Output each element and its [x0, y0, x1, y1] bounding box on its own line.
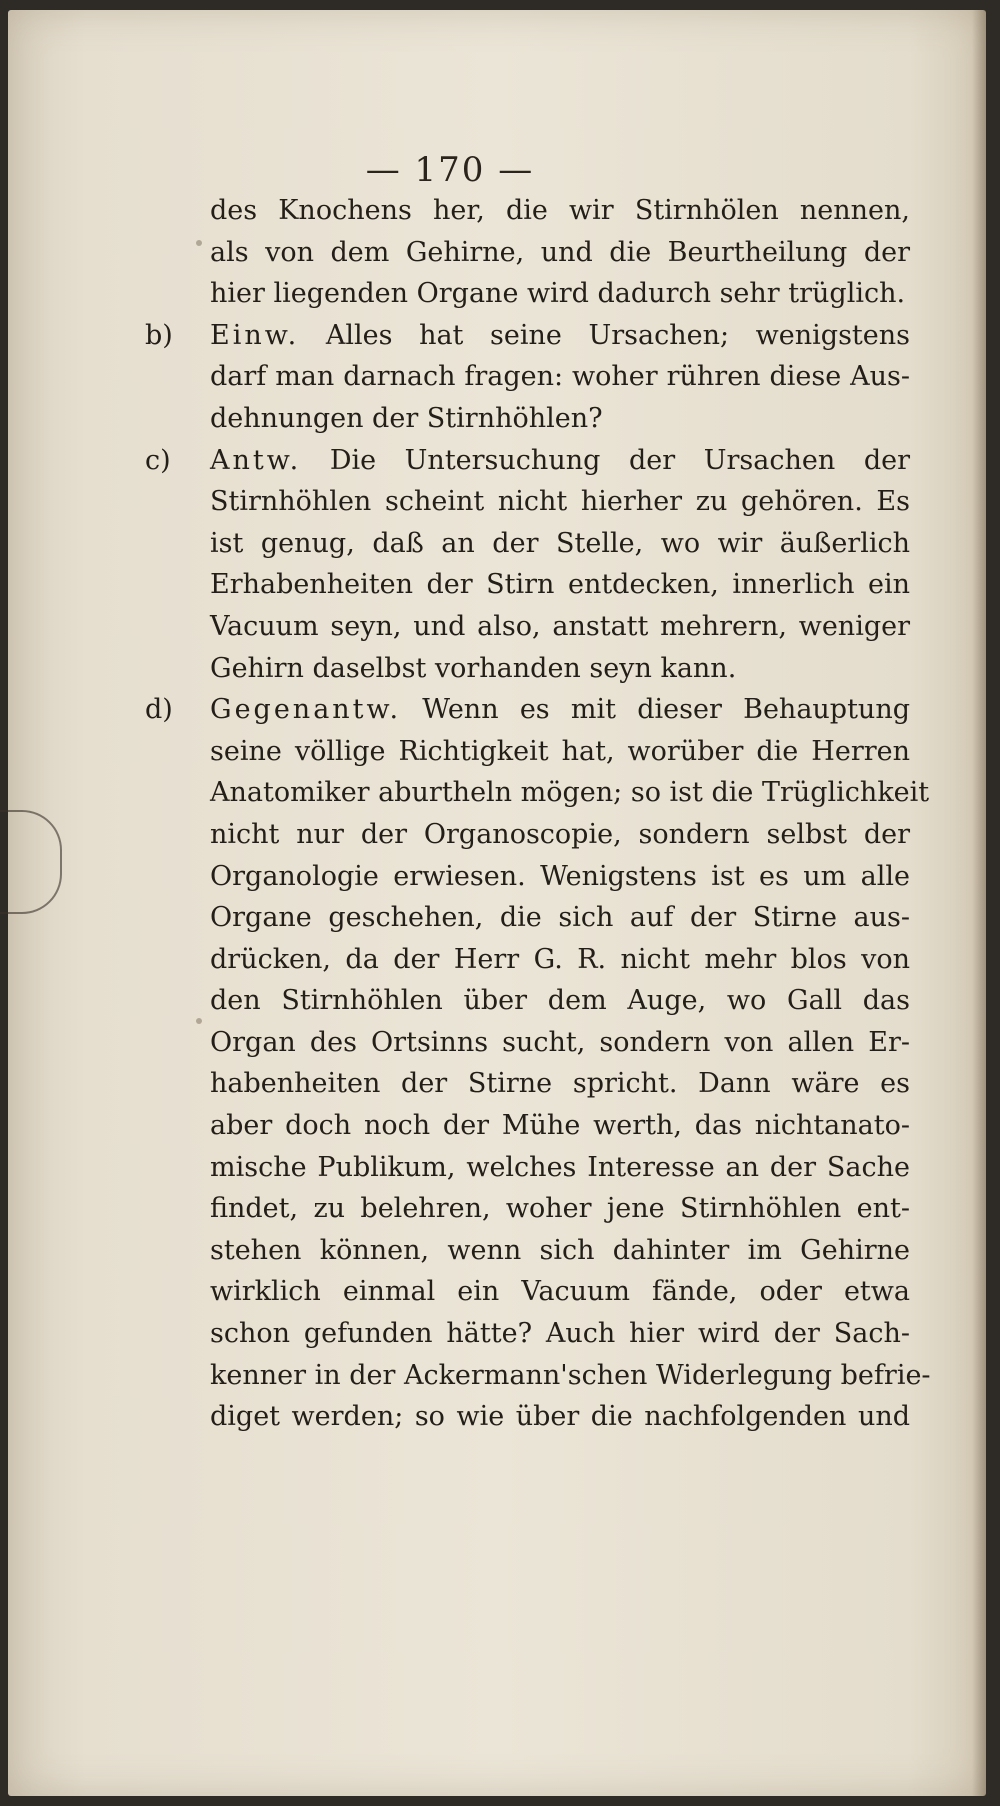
page-edge-shadow: [972, 10, 986, 1796]
text-line: Organologie erwiesen. Wenigstens ist es um alle: [210, 860, 910, 892]
text-line: diget werden; so wie über die nachfolgenden und: [210, 1401, 910, 1433]
text-line: findet, zu belehren, woher jene Stirnhöhlen ent-: [210, 1193, 910, 1225]
text-line: Organe geschehen, die sich auf der Stirne aus-: [210, 902, 910, 934]
text-line: Gehirn daselbst vorhanden seyn kann.: [210, 652, 737, 684]
text-line-labeled: c) Antw. Die Untersuchung der Ursachen der: [210, 440, 910, 482]
text-line: Organ des Ortsinns sucht, sondern von allen Er-: [210, 1026, 910, 1058]
text-line: Vacuum seyn, und also, anstatt mehrern, weniger: [210, 610, 910, 642]
text-line: kenner in der Ackermann'schen Widerlegung befrie-: [210, 1359, 931, 1391]
text-line: nicht nur der Organoscopie, sondern selbst der: [210, 818, 910, 850]
paragraph-label: b): [145, 319, 173, 351]
ink-speck: [196, 1018, 202, 1024]
margin-bracket-mark: [0, 810, 62, 914]
speaker-lead: Antw.: [210, 444, 302, 476]
text-line: stehen können, wenn sich dahinter im Gehirne: [210, 1234, 910, 1266]
ink-speck: [196, 240, 202, 246]
text-line: seine völlige Richtigkeit hat, worüber die Herren: [210, 735, 910, 767]
text-line: habenheiten der Stirne spricht. Dann wäre es: [210, 1068, 910, 1100]
paragraph-label: d): [145, 694, 173, 726]
text-line: Erhabenheiten der Stirn entdecken, innerlich ein: [210, 569, 910, 601]
text-line: dehnungen der Stirnhöhlen?: [210, 402, 603, 434]
text-line: darf man darnach fragen: woher rühren diese Aus-: [210, 361, 910, 393]
text-line: Stirnhöhlen scheint nicht hierher zu gehören. Es: [210, 486, 910, 518]
text-line: drücken, da der Herr G. R. nicht mehr blos von: [210, 943, 910, 975]
text-line: hier liegenden Organe wird dadurch sehr trüglich.: [210, 278, 906, 310]
text-line-labeled: d) Gegenantw. Wenn es mit dieser Behauptung: [210, 689, 910, 731]
text-line: Anatomiker aburtheln mögen; so ist die Trüglichkeit: [210, 777, 930, 809]
text-line: mische Publikum, welches Interesse an der Sache: [210, 1151, 910, 1183]
text-line: des Knochens her, die wir Stirnhölen nennen,: [210, 195, 910, 226]
text-line-labeled: b) Einw. Alles hat seine Ursachen; wenigstens: [210, 315, 910, 357]
text-line: wirklich einmal ein Vacuum fände, oder etwa: [210, 1276, 910, 1308]
page-number: — 170 —: [365, 150, 535, 190]
text-line: den Stirnhöhlen über dem Auge, wo Gall das: [210, 985, 910, 1017]
text-line: schon gefunden hätte? Auch hier wird der Sach-: [210, 1318, 910, 1350]
text-line: ist genug, daß an der Stelle, wo wir äußerlich: [210, 527, 910, 559]
speaker-lead: Gegenantw.: [210, 694, 402, 726]
body-text: [145, 190, 931, 1438]
paragraph-label: c): [145, 444, 171, 476]
speaker-lead: Einw.: [210, 319, 300, 351]
text-line: als von dem Gehirne, und die Beurtheilung der: [210, 236, 910, 268]
text-line: aber doch noch der Mühe werth, das nichtanato-: [210, 1110, 910, 1142]
